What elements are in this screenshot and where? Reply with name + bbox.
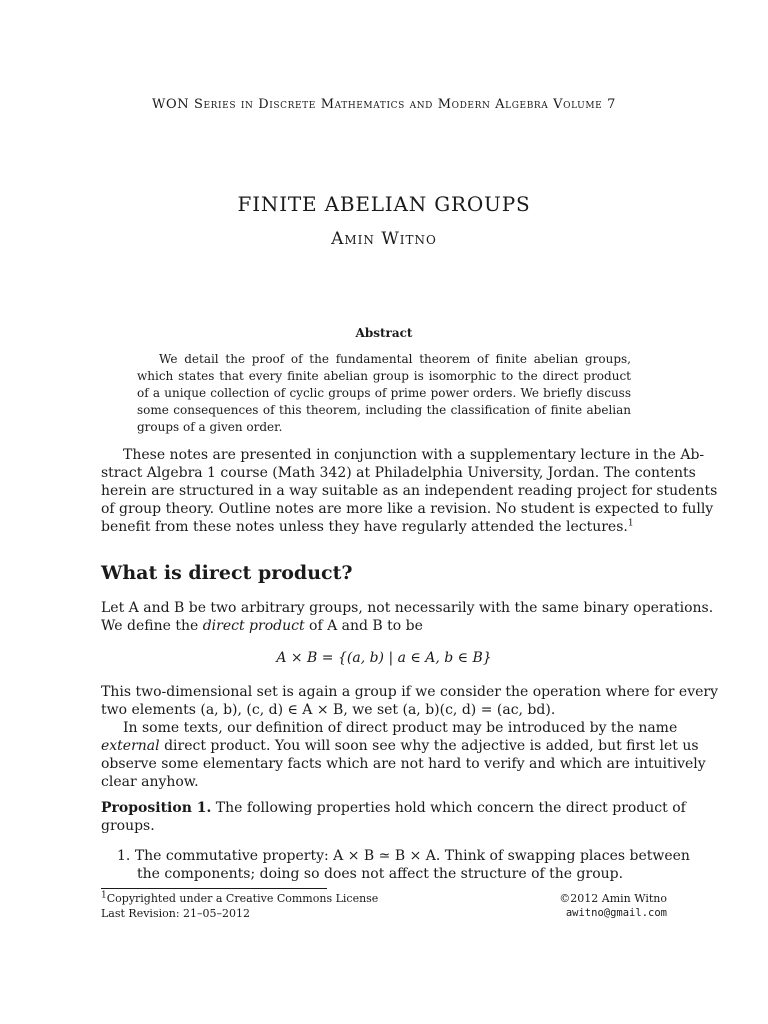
intro-line: benefit from these notes unless they have regularly attended the lectures.: [101, 519, 628, 535]
list-number: 1.: [117, 848, 131, 864]
list-item: [117, 847, 690, 883]
revision-date: Last Revision: 21–05–2012: [101, 907, 251, 920]
copyright-notice: ©2012 Amin Witno: [559, 892, 667, 905]
footnote-marker[interactable]: 1: [627, 518, 634, 529]
paragraph-line: In some texts, our definition of direct product may be introduced by the name: [123, 720, 678, 736]
emphasis-term: direct product: [202, 618, 305, 634]
paragraph-line: Let A and B be two arbitrary groups, not necessarily with the same binary operations.: [101, 600, 714, 616]
proposition-label: Proposition 1.: [101, 800, 212, 816]
intro-line: herein are structured in a way suitable as an independent reading project for students: [101, 483, 718, 499]
intro-paragraph: [101, 446, 718, 536]
definition-paragraph: [101, 599, 714, 635]
paragraph-line: [101, 737, 699, 755]
copyright-block: [559, 891, 667, 921]
direct-product-equation: [0, 650, 768, 666]
series-header: WON Series in Discrete Mathematics and Modern Algebra Volume 7: [152, 97, 616, 112]
intro-line: stract Algebra 1 course (Math 342) at Philadelphia University, Jordan. The contents: [101, 465, 696, 481]
text-run: The following properties hold which concern the direct product of: [211, 800, 686, 816]
list-item-line: [117, 847, 690, 865]
abstract-body: [137, 351, 631, 436]
paragraph-line: observe some elementary facts which are not hard to verify and which are intuitively: [101, 756, 706, 772]
proposition-line: groups.: [101, 818, 155, 834]
intro-line: of group theory. Outline notes are more like a revision. No student is expected to fully: [101, 501, 714, 517]
paragraph-line: This two-dimensional set is again a group if we consider the operation where for every: [101, 684, 719, 700]
paragraph-line: two elements (a, b), (c, d) ∈ A × B, we set (a, b)(c, d) = (ac, bd).: [101, 702, 556, 718]
list-item-line: the components; doing so does not affect the structure of the group.: [137, 866, 624, 882]
paragraph-line: clear anyhow.: [101, 774, 199, 790]
abstract-line: some consequences of this theorem, including the classification of finite abelian: [137, 403, 631, 417]
footnote-number: 1: [101, 890, 107, 901]
author-email[interactable]: awitno@gmail.com: [565, 907, 667, 919]
proposition-line: [101, 799, 686, 817]
group-paragraph: [101, 683, 719, 791]
author-name: Amin Witno: [331, 229, 437, 249]
abstract-line: groups of a given order.: [137, 420, 283, 434]
abstract-line: We detail the proof of the fundamental theorem of finite abelian groups,: [159, 352, 631, 366]
proposition: [101, 799, 686, 835]
abstract-line: of a unique collection of cyclic groups of prime power orders. We briefly discuss: [137, 386, 631, 400]
abstract-heading: Abstract: [355, 326, 413, 340]
intro-line: These notes are presented in conjunction with a supplementary lecture in the Ab-: [123, 447, 705, 463]
footnote-block: [101, 891, 378, 921]
footnote-text: Copyrighted under a Creative Commons License: [106, 892, 379, 905]
abstract-line: which states that every finite abelian group is isomorphic to the direct product: [137, 369, 631, 383]
footnote: [101, 891, 378, 906]
paper-title: FINITE ABELIAN GROUPS: [237, 192, 531, 216]
text-run: direct product. You will soon see why the adjective is added, but first let us: [159, 738, 699, 754]
section-title: What is direct product?: [101, 562, 353, 584]
text-run: We define the: [101, 618, 203, 634]
paragraph-line: [101, 617, 667, 635]
text-run: of A and B to be: [304, 618, 423, 634]
footnote-rule: [101, 888, 327, 889]
emphasis-term: external: [101, 738, 160, 754]
equation-text: A × B = {(a, b) | a ∈ A, b ∈ B}: [276, 650, 492, 666]
intro-line-last: [101, 518, 667, 536]
text-run: The commutative property: A × B ≃ B × A. Think of swapping places between: [134, 848, 690, 864]
